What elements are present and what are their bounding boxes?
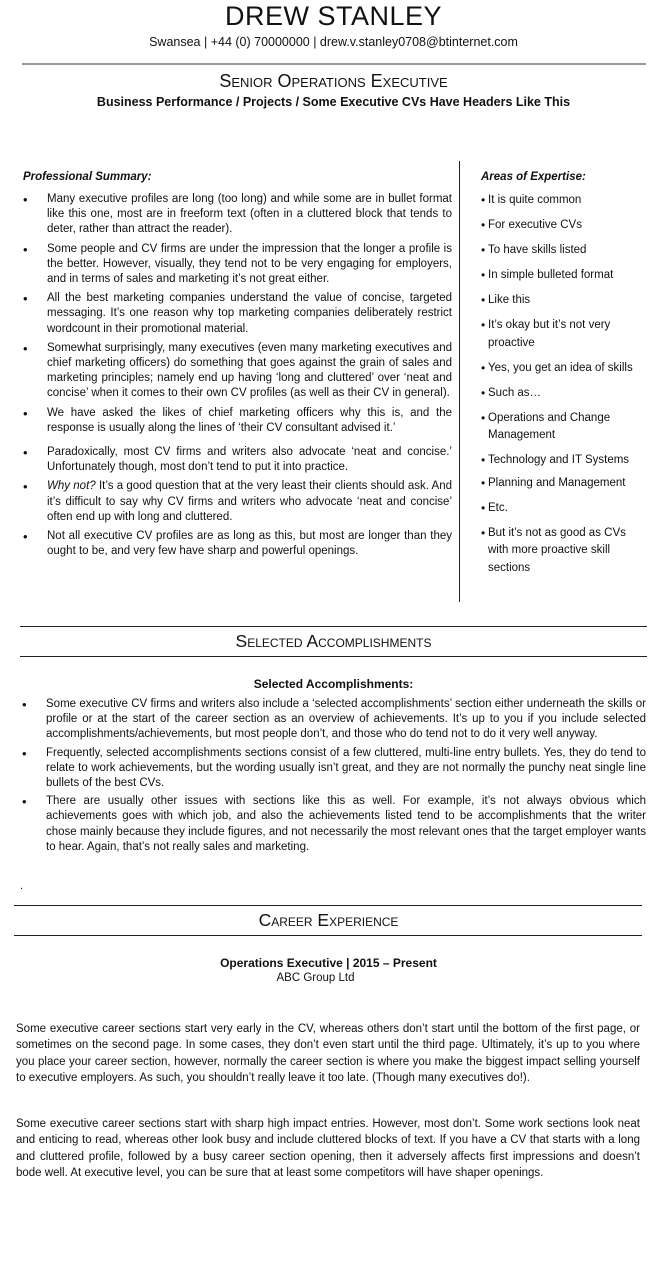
header-divider	[22, 63, 646, 65]
accomplishments-section	[46, 697, 646, 858]
expertise-item: • For executive CVs	[481, 217, 641, 235]
company-name: ABC Group Ltd	[276, 972, 355, 984]
summary-bullet-text: It’s a good question that at the very least their clients should ask. And it’s difficult to say why CV firms and writers who advocate ‘neat and concise’ often end up with long and cluttered.	[47, 480, 453, 523]
expertise-item: • Planning and Management	[481, 475, 641, 493]
career-top-rule	[14, 905, 642, 906]
summary-list	[47, 192, 452, 559]
headline-subtitle: Business Performance / Projects / Some Executive CVs Have Headers Like This	[96, 95, 571, 109]
expertise-item: • To have skills listed	[481, 242, 641, 260]
summary-bullet: • We have asked the likes of chief marketing officers why this is, and the response is usually along the lines of ‘their CV consultant advised it.’	[47, 406, 452, 436]
candidate-name: DREW STANLEY	[224, 1, 443, 31]
accomplishment-bullet: • Frequently, selected accomplishments sections consist of a few cluttered, multi-line entry bullets. Yes, they do tend to relate to work achievements, but the wording usually isn’t great, and they are not normally the punchy neat single line bullets of the best CVs.	[46, 746, 646, 792]
expertise-item: • In simple bulleted format	[481, 267, 641, 285]
job-headline: Senior Operations Executive	[219, 71, 448, 91]
summary-bullet: • Many executive profiles are long (too long) and while some are in bullet format like this one, most are in freeform text (often in a cluttered block that tends to deter, rather than attract the reader).	[47, 192, 452, 238]
accomplishment-bullet: • There are usually other issues with sections like this as well. For example, it’s not always obvious which achievements goes with which job, and also the achievements listed tend to be accomplishments that the writer chose mainly because they include figures, and not necessarily the most relevant ones that the target employer wants to hear. Again, that’s not really sales and marketing.	[46, 794, 646, 855]
expertise-item: • Like this	[481, 292, 641, 310]
expertise-item: • Operations and Change Management	[481, 410, 641, 445]
summary-heading: Professional Summary:	[23, 171, 152, 183]
contact-line: Swansea | +44 (0) 70000000 | drew.v.stanley0708@btinternet.com	[149, 35, 518, 49]
expertise-item: • It’s okay but it’s not very proactive	[481, 317, 641, 352]
summary-bullet	[47, 479, 452, 525]
career-paragraph: Some executive career sections start with sharp high impact entries. However, most don’t. Some work sections look neat and enticing to read, whereas other look busy and include cluttered blocks of text. If you have a CV that starts with a long and cluttered profile, followed by a busy career section opening, then it adversely affects first impressions and doesn’t bode well. At executive level, you can be sure that at least some competitors will have shaper openings.	[16, 1118, 640, 1179]
accomplishment-bullet: • Some executive CV firms and writers also include a ‘selected accomplishments’ section either underneath the skills or profile or at the start of the career section as an overview of achievements. It’s up to you if you include selected accomplishments/achievements, but most people don’t, and those who do tend not to do it very well anyway.	[46, 697, 646, 743]
stray-mark: .	[20, 880, 24, 892]
why-not-text: Why not?	[47, 480, 96, 493]
career-paragraph: Some executive career sections start very early in the CV, whereas others don’t start until the bottom of the first page, or sometimes on the second page. In some cases, they don’t even start until the third page. Ultimately, it’s up to you where you place your career section, however, normally the career section is where you make the biggest impact selling yourself to executive employers. As such, you shouldn’t really leave it too late. (Though many executives do!).	[16, 1023, 640, 1084]
summary-bullet: • Paradoxically, most CV firms and writers also advocate ‘neat and concise.’ Unfortunately though, most don’t tend to put it into practice.	[47, 445, 452, 475]
accomplishments-section-title: Selected Accomplishments	[235, 631, 432, 651]
expertise-item: • It is quite common	[481, 192, 641, 210]
expertise-item: • Such as…	[481, 385, 641, 403]
expertise-heading: Areas of Expertise:	[481, 171, 586, 183]
expertise-item: • Etc.	[481, 500, 641, 518]
accomplishments-top-rule	[20, 626, 647, 627]
summary-bullet: • Somewhat surprisingly, many executives (even many marketing executives and chief marketing officers) do something that goes against the grain of sales and marketing principles; namely end up having ‘long and cluttered’ over ‘neat and concise’ when it comes to their own CV profiles (as well as their CV in general).	[47, 341, 452, 402]
expertise-item: • Yes, you get an idea of skills	[481, 360, 641, 378]
accomplishments-list	[46, 697, 646, 855]
accomplishments-heading: Selected Accomplishments:	[253, 677, 414, 691]
column-divider	[459, 161, 460, 602]
expertise-section	[481, 192, 641, 585]
accomplishments-bottom-rule	[20, 656, 647, 657]
expertise-item: • Technology and IT Systems	[481, 452, 641, 470]
summary-bullet: • All the best marketing companies understand the value of concise, targeted messaging. It’s one reason why top marketing companies deliberately restrict wordcount in their promotional material.	[47, 291, 452, 337]
expertise-item: • But it’s not as good as CVs with more proactive skill sections	[481, 525, 641, 578]
career-section-title: Career Experience	[258, 910, 399, 930]
summary-bullet: • Not all executive CV profiles are as long as this, but most are longer than they ought to be, and very few have sharp and powerful openings.	[47, 529, 452, 559]
summary-bullet: • Some people and CV firms are under the impression that the longer a profile is the better. However, visually, they tend not to be very engaging for employers, and in terms of sales and marketing it’s not great either.	[47, 242, 452, 288]
job-title: Operations Executive | 2015 – Present	[220, 956, 437, 970]
summary-section	[47, 192, 452, 563]
career-bottom-rule	[14, 935, 642, 936]
expertise-list	[481, 192, 641, 577]
